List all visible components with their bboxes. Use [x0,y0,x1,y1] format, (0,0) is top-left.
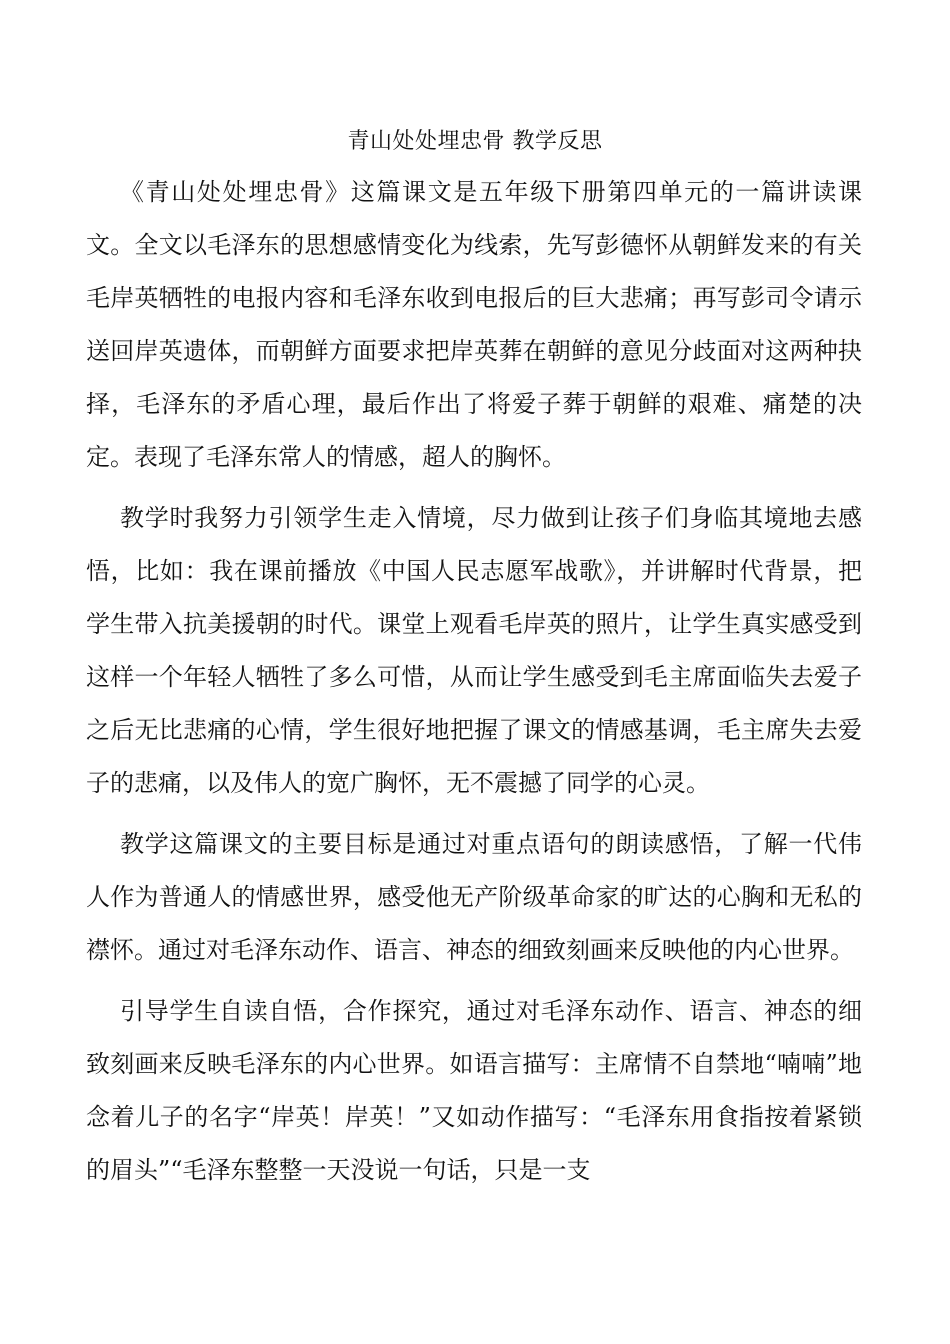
document-body [86,166,862,1197]
paragraph: 引导学生自读自悟，合作探究，通过对毛泽东动作、语言、神态的细致刻画来反映毛泽东的内心世界。如语言描写：主席情不自禁地“喃喃”地念着儿子的名字“岸英！岸英！”又如动作描写：“毛泽东用食指按着紧锁的眉头”“毛泽东整整一天没说一句话，只是一支 [86,997,862,1184]
paragraph: 教学这篇课文的主要目标是通过对重点语句的朗读感悟，了解一代伟人作为普通人的情感世界，感受他无产阶级革命家的旷达的心胸和无私的襟怀。通过对毛泽东动作、语言、神态的细致刻画来反映他的内心世界。 [86,830,862,964]
paragraph: 教学时我努力引领学生走入情境，尽力做到让孩子们身临其境地去感悟，比如：我在课前播放《中国人民志愿军战歌》，并讲解时代背景，把学生带入抗美援朝的时代。课堂上观看毛岸英的照片，让学生真实感受到这样一个年轻人牺牲了多么可惜，从而让学生感受到毛主席面临失去爱子之后无比悲痛的心情，学生很好地把握了课文的情感基调，毛主席失去爱子的悲痛，以及伟人的宽广胸怀，无不震撼了同学的心灵。 [86,504,862,797]
paragraph: 《青山处处埋忠骨》这篇课文是五年级下册第四单元的一篇讲读课文。全文以毛泽东的思想感情变化为线索，先写彭德怀从朝鲜发来的有关毛岸英牺牲的电报内容和毛泽东收到电报后的巨大悲痛；再写彭司令请示送回岸英遗体，而朝鲜方面要求把岸英葬在朝鲜的意见分歧面对这两种抉择，毛泽东的矛盾心理，最后作出了将爱子葬于朝鲜的艰难、痛楚的决定。表现了毛泽东常人的情感，超人的胸怀。 [86,178,862,471]
page-title: 青山处处埋忠骨 教学反思 [347,129,603,154]
